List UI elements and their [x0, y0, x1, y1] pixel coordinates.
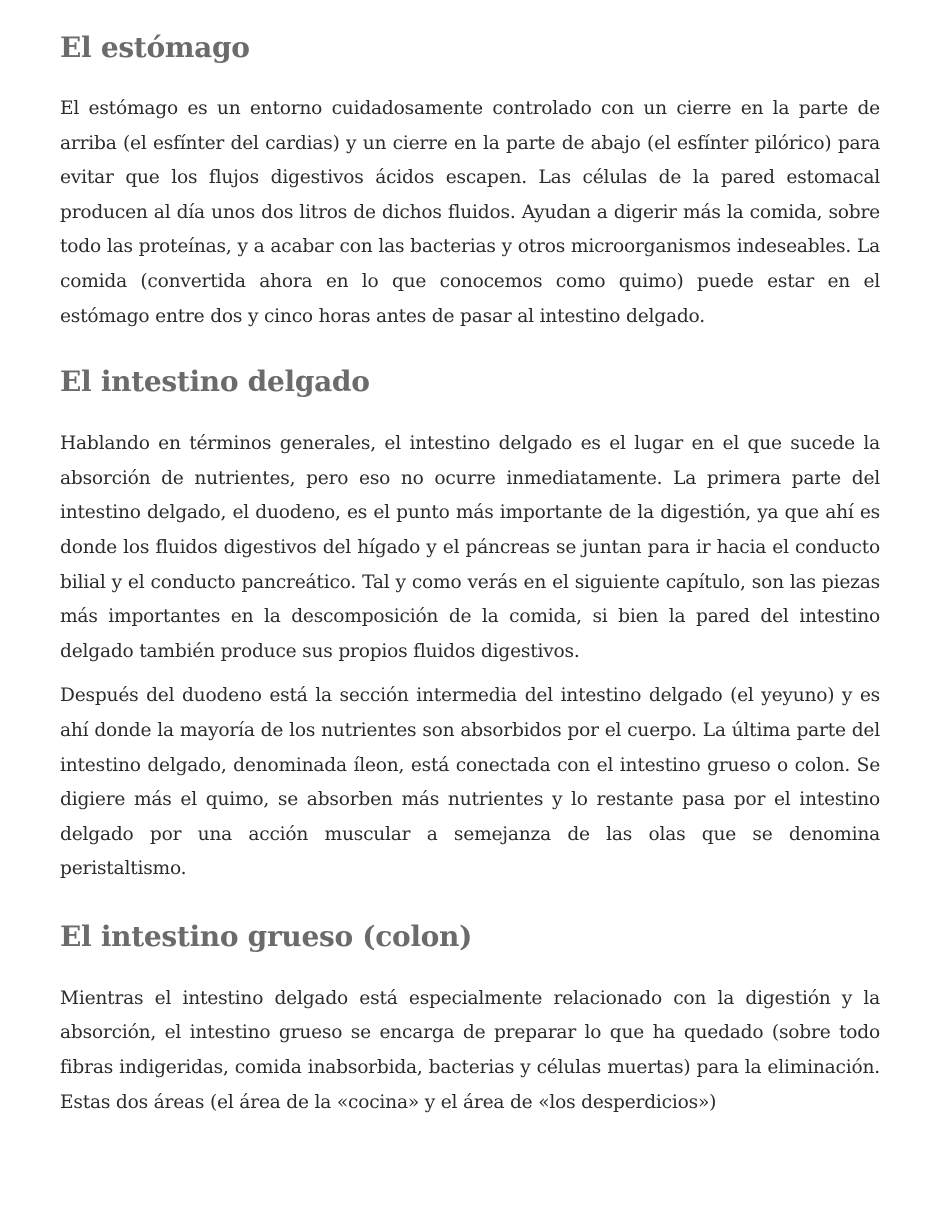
paragraph-estomago: El estómago es un entorno cuidadosamente controlado con un cierre en la parte de arriba (el esfínter del cardias) y un cierre en la parte de abajo (el esfínter pilórico) para evitar que los flujos digestivos ácidos escapen. Las células de la pared estomacal producen al día unos dos litros de dichos fluidos. Ayudan a digerir más la comida, sobre todo las proteínas, y a acabar con las bacterias y otros microorganismos indeseables. La comida (convertida ahora en lo que conocemos como quimo) puede estar en el estómago entre dos y cinco horas antes de pasar al intestino delgado. — [60, 98, 880, 327]
section-heading-estomago: El estómago — [60, 31, 250, 64]
section-heading-intestino-delgado: El intestino delgado — [60, 365, 370, 399]
document-page — [60, 28, 880, 1120]
paragraph-intestino-delgado-1: Hablando en términos generales, el intestino delgado es el lugar en el que sucede la absorción de nutrientes, pero eso no ocurre inmediatamente. La primera parte del intestino delgado, el duodeno, es el punto más importante de la digestión, ya que ahí es donde los fluidos digestivos del hígado y el páncreas se juntan para ir hacia el conducto bilial y el conducto pancreático. Tal y como verás en el siguiente capítulo, son las piezas más importantes en la descomposición de la comida, si bien la pared del intestino delgado también produce sus propios fluidos digestivos. — [60, 433, 880, 662]
paragraph-intestino-delgado-2: Después del duodeno está la sección intermedia del intestino delgado (el yeyuno) y es ahí donde la mayoría de los nutrientes son absorbidos por el cuerpo. La última parte del intestino delgado, denominada íleon, está conectada con el intestino grueso o colon. Se digiere más el quimo, se absorben más nutrientes y lo restante pasa por el intestino delgado por una acción muscular a semejanza de las olas que se denomina peristaltismo. — [60, 685, 880, 880]
section-heading-intestino-grueso: El intestino grueso (colon) — [60, 919, 473, 953]
paragraph-intestino-grueso: Mientras el intestino delgado está especialmente relacionado con la digestión y la absorción, el intestino grueso se encarga de preparar lo que ha quedado (sobre todo fibras indigeridas, comida inabsorbida, bacterias y células muertas) para la eliminación. Estas dos áreas (el área de la «cocina» y el área de «los desperdicios») — [60, 987, 880, 1113]
